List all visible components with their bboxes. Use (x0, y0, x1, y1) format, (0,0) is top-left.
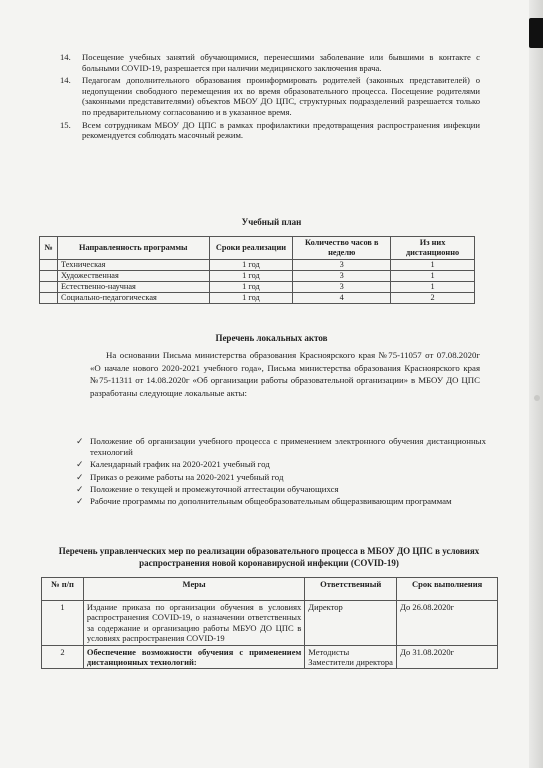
measures-table (41, 577, 498, 669)
act-text: Рабочие программы по дополнительным общеобразовательным общеразвивающим программам (90, 496, 452, 507)
cell-hours: 3 (293, 271, 391, 282)
cell-hours: 3 (293, 282, 391, 293)
plan-table (39, 236, 475, 304)
cell-deadline: До 26.08.2020г (397, 601, 498, 646)
table-row (40, 271, 475, 282)
col-header-remote: Из них дистанционно (391, 237, 475, 260)
cell-remote: 1 (391, 282, 475, 293)
col-header-number: № (40, 237, 58, 260)
local-acts-title: Перечень локальных актов (215, 333, 328, 343)
cell-duration: 1 год (209, 271, 293, 282)
cell-remote: 1 (391, 271, 475, 282)
cell-responsible: Методисты Заместители директора (305, 645, 397, 669)
plan-title: Учебный план (241, 217, 302, 227)
act-text: Календарный график на 2020-2021 учебный год (90, 459, 270, 470)
cell-duration: 1 год (209, 293, 293, 304)
list-item (60, 120, 480, 141)
item-number: 14. (60, 52, 71, 62)
col-header-duration: Сроки реализации (209, 237, 293, 260)
cell-number (40, 260, 58, 271)
list-item (60, 52, 480, 73)
col-header-measure: Меры (83, 578, 304, 601)
checkmark-icon: ✓ (76, 436, 84, 446)
list-item (76, 472, 486, 483)
act-text: Приказ о режиме работы на 2020-2021 учебный год (90, 471, 284, 482)
list-item (76, 496, 486, 507)
table-header-row (40, 237, 475, 260)
list-item (76, 459, 486, 470)
cell-number (40, 271, 58, 282)
cell-number (40, 293, 58, 304)
item-number: 14. (60, 75, 71, 86)
table-row (40, 293, 475, 304)
cell-duration: 1 год (209, 260, 293, 271)
table-row (40, 260, 475, 271)
cell-responsible: Директор (305, 601, 397, 646)
item-text: Посещение учебных занятий обучающимися, перенесшими заболевание или бывшими в контакте с больными COVID-19, разрешается при наличии медицинского заключения врача. (82, 52, 480, 73)
cell-measure: Издание приказа по организации обучения в условиях распространения COVID-19, о назначении ответственных за содержание и организацию работы МБУО ДО ЦПС в условиях распространения COVID-19 (83, 601, 304, 646)
page-edge-shadow (529, 0, 543, 768)
cell-duration: 1 год (209, 282, 293, 293)
item-text: Всем сотрудникам МБОУ ДО ЦПС в рамках профилактики предотвращения распространения инфекции рекомендуется соблюдать масочный режим. (82, 119, 480, 141)
cell-remote: 1 (391, 260, 475, 271)
checkmark-icon: ✓ (76, 459, 84, 470)
col-header-hours: Количество часов в неделю (293, 237, 391, 260)
cell-hours: 4 (293, 293, 391, 304)
cell-direction: Социально-педагогическая (57, 293, 209, 304)
cell-remote: 2 (391, 293, 475, 304)
list-item (76, 436, 486, 458)
cell-deadline: До 31.08.2020г (397, 645, 498, 669)
col-header-deadline: Срок выполнения (397, 578, 498, 601)
checkmark-icon: ✓ (76, 483, 84, 494)
list-item (76, 484, 486, 495)
cell-direction: Естественно-научная (57, 282, 209, 293)
cell-direction: Техническая (57, 260, 209, 271)
act-text: Положение о текущей и промежуточной аттестации обучающихся (90, 483, 339, 494)
cell-number (40, 282, 58, 293)
cell-direction: Художественная (57, 271, 209, 282)
checkmark-icon: ✓ (76, 471, 84, 482)
cell-number: 1 (42, 601, 84, 646)
col-header-responsible: Ответственный (305, 578, 397, 601)
measures-title: Перечень управленческих мер по реализации образовательного процесса в МБОУ ДО ЦПС в условиях распространения новой коронавирусной инфекции (COVID-19) (58, 546, 480, 568)
cell-number: 2 (42, 645, 84, 669)
item-text: Педагогам дополнительного образования проинформировать родителей (законных представителей) о недопущении свободного перемещения их во время образовательного процесса. Посещение родителями (законными представителями) объектов МБОУ ДО ЦПС, структурных подразделений разрешается только по предварительному согласованию и в указанное время. (82, 75, 480, 117)
checkmark-icon: ✓ (76, 496, 84, 507)
cell-hours: 3 (293, 260, 391, 271)
list-item (60, 75, 480, 117)
table-row (40, 282, 475, 293)
local-acts-intro: На основании Письма министерства образования Красноярского края №75-11057 от 07.08.2020г «О начале нового 2020-2021 учебного года», Письма министерства образования Красноярского края №75-11311 от 14.08.2020г «Об организации работы образовательной организации» в МБОУ ДО ЦПС разработаны следующие локальные акты: (90, 350, 480, 398)
binder-clip-mark (529, 18, 543, 48)
item-number: 15. (60, 119, 71, 130)
cell-measure: Обеспечение возможности обучения с применением дистанционных технологий: (83, 645, 304, 669)
col-header-number: № п/п (42, 578, 84, 601)
table-row (42, 645, 498, 669)
table-row (42, 601, 498, 646)
local-acts-list (76, 436, 486, 508)
numbered-list (60, 52, 480, 143)
table-header-row (42, 578, 498, 601)
col-header-direction: Направленность программы (57, 237, 209, 260)
act-text: Положение об организации учебного процесса с применением электронного обучения дистанционных технологий (90, 436, 486, 458)
punch-hole-mark (534, 395, 540, 401)
